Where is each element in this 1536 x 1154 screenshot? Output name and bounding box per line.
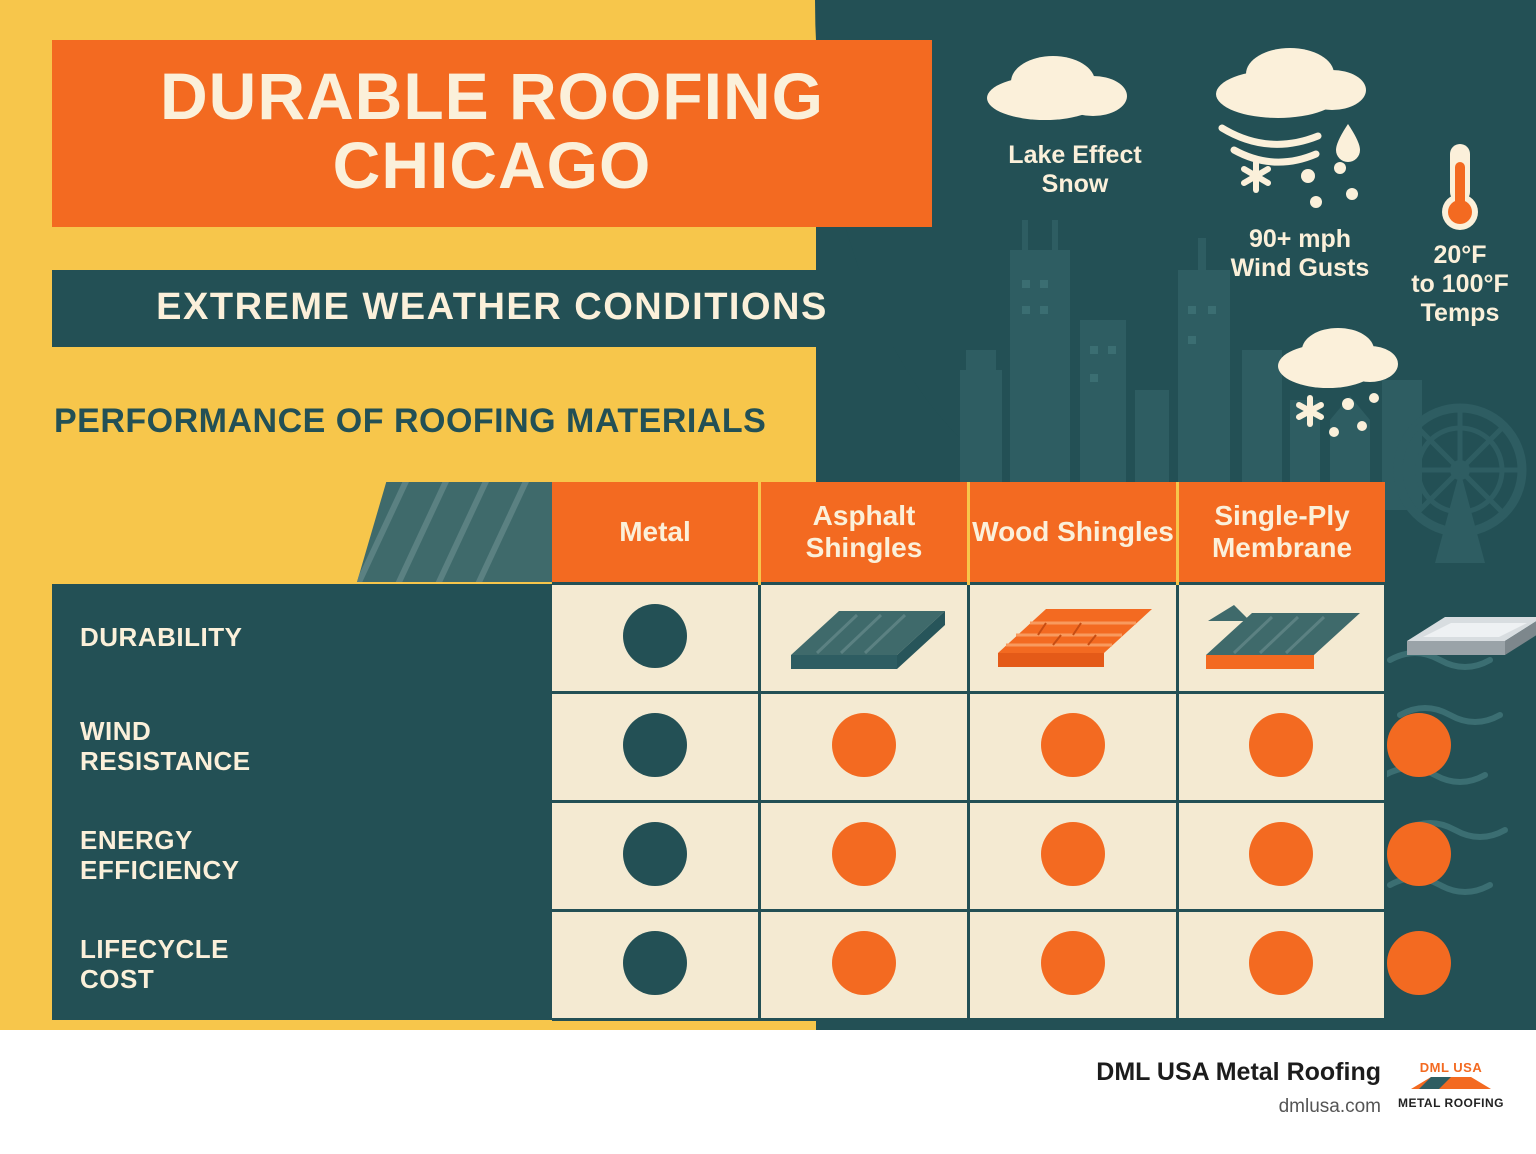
rating-dot-orange xyxy=(1041,822,1105,886)
row-label-durability xyxy=(52,584,552,693)
rating-dot-orange xyxy=(1249,931,1313,995)
table-row xyxy=(52,584,1385,693)
rating-dot-orange xyxy=(832,931,896,995)
title-block xyxy=(52,40,932,227)
cell-durability-rating xyxy=(552,584,760,693)
rating-dot-orange xyxy=(1041,931,1105,995)
rating-dot-orange xyxy=(1387,822,1451,886)
wind-rain-icon xyxy=(1200,42,1400,212)
logo-roof-icon xyxy=(1401,1075,1501,1091)
table-row xyxy=(52,911,1385,1020)
rating-dot-orange xyxy=(1249,713,1313,777)
weather-label-line-3: Temps xyxy=(1420,298,1500,327)
cell-energy-rating xyxy=(552,802,760,911)
weather-label-line-2: Snow xyxy=(1041,169,1109,198)
weather-item-temperature xyxy=(1395,140,1525,327)
cell-durability-metal xyxy=(760,584,969,693)
logo-bottom-text: METAL ROOFING xyxy=(1397,1096,1505,1110)
cell-energy-asphalt xyxy=(969,802,1178,911)
water-waves xyxy=(1380,640,1530,930)
row-label-line-1: WIND xyxy=(80,716,152,747)
cell-energy-wood xyxy=(1178,802,1386,911)
weather-label-line-1: 20°F xyxy=(1433,241,1487,269)
row-label-line-2: COST xyxy=(80,964,155,994)
rating-dot-orange xyxy=(832,822,896,886)
rating-dot-orange xyxy=(1387,713,1451,777)
weather-item-wind-gusts xyxy=(1200,42,1400,282)
subtitle-block xyxy=(52,270,932,347)
row-label-lifecycle-cost xyxy=(52,911,552,1020)
cell-wind-metal xyxy=(760,693,969,802)
cell-lifecycle-asphalt xyxy=(969,911,1178,1020)
cell-wind-rating xyxy=(552,693,760,802)
rating-dot-teal xyxy=(623,822,687,886)
cell-lifecycle-wood xyxy=(1178,911,1386,1020)
rating-dot-orange xyxy=(1249,822,1313,886)
weather-item-snow-cloud xyxy=(1270,320,1410,457)
section-title: PERFORMANCE OF ROOFING MATERIALS xyxy=(54,402,767,440)
row-label-line-1: DURABILITY xyxy=(80,622,243,653)
row-label-line-1: ENERGY xyxy=(80,825,193,856)
footer-brand-name: DML USA Metal Roofing xyxy=(1096,1058,1381,1086)
cell-lifecycle-rating xyxy=(552,911,760,1020)
row-label-line-1: LIFECYCLE xyxy=(80,934,229,965)
table-corner-cell xyxy=(52,482,552,584)
weather-label-line-1: 90+ mph xyxy=(1248,224,1352,253)
snow-cloud-icon xyxy=(1270,320,1410,450)
weather-label-line-2: Wind Gusts xyxy=(1230,253,1370,282)
column-header-metal: Metal xyxy=(552,482,760,584)
row-label-line-2: EFFICIENCY xyxy=(80,855,240,885)
cell-durability-wood xyxy=(1178,584,1386,693)
cell-wind-wood xyxy=(1178,693,1386,802)
rating-dot-teal xyxy=(623,604,687,668)
cell-lifecycle-metal xyxy=(760,911,969,1020)
footer xyxy=(0,1030,1536,1154)
column-header-wood-shingles: Wood Shingles xyxy=(969,482,1178,584)
row-label-line-2: RESISTANCE xyxy=(80,746,251,776)
subtitle-text: EXTREME WEATHER CONDITIONS xyxy=(156,286,828,328)
logo-top-text: DML USA xyxy=(1419,1060,1483,1075)
rating-dot-orange xyxy=(1387,931,1451,995)
page-title-line-2: CHICAGO xyxy=(332,128,652,203)
thermometer-icon xyxy=(1430,140,1490,235)
rating-dot-teal xyxy=(623,931,687,995)
roof-decoration xyxy=(357,482,552,582)
performance-table xyxy=(52,482,1387,1021)
footer-website-url: dmlusa.com xyxy=(1278,1096,1381,1117)
column-header-single-ply-membrane: Single-Ply Membrane xyxy=(1178,482,1386,584)
weather-item-lake-effect-snow xyxy=(975,50,1175,198)
table-row xyxy=(52,802,1385,911)
table-row xyxy=(52,693,1385,802)
cell-energy-metal xyxy=(760,802,969,911)
weather-label-line-1: Lake Effect xyxy=(1008,140,1142,169)
performance-table-wrapper xyxy=(52,482,1377,1021)
company-logo xyxy=(1396,1060,1506,1118)
cloud-snow-icon xyxy=(975,50,1175,128)
single-ply-membrane-icon xyxy=(1387,593,1536,679)
metal-roof-icon xyxy=(777,593,952,679)
wood-shingles-icon xyxy=(1194,593,1369,679)
rating-dot-teal xyxy=(623,713,687,777)
row-label-wind-resistance xyxy=(52,693,552,802)
rating-dot-orange xyxy=(832,713,896,777)
cell-wind-asphalt xyxy=(969,693,1178,802)
row-label-energy-efficiency xyxy=(52,802,552,911)
cell-durability-asphalt xyxy=(969,584,1178,693)
asphalt-shingles-icon xyxy=(986,593,1161,679)
table-header-row xyxy=(52,482,1385,584)
page-title-line-1: DURABLE ROOFING xyxy=(160,59,824,133)
rating-dot-orange xyxy=(1041,713,1105,777)
weather-label-line-2: to 100°F xyxy=(1411,269,1509,298)
column-header-asphalt-shingles: Asphalt Shingles xyxy=(760,482,969,584)
